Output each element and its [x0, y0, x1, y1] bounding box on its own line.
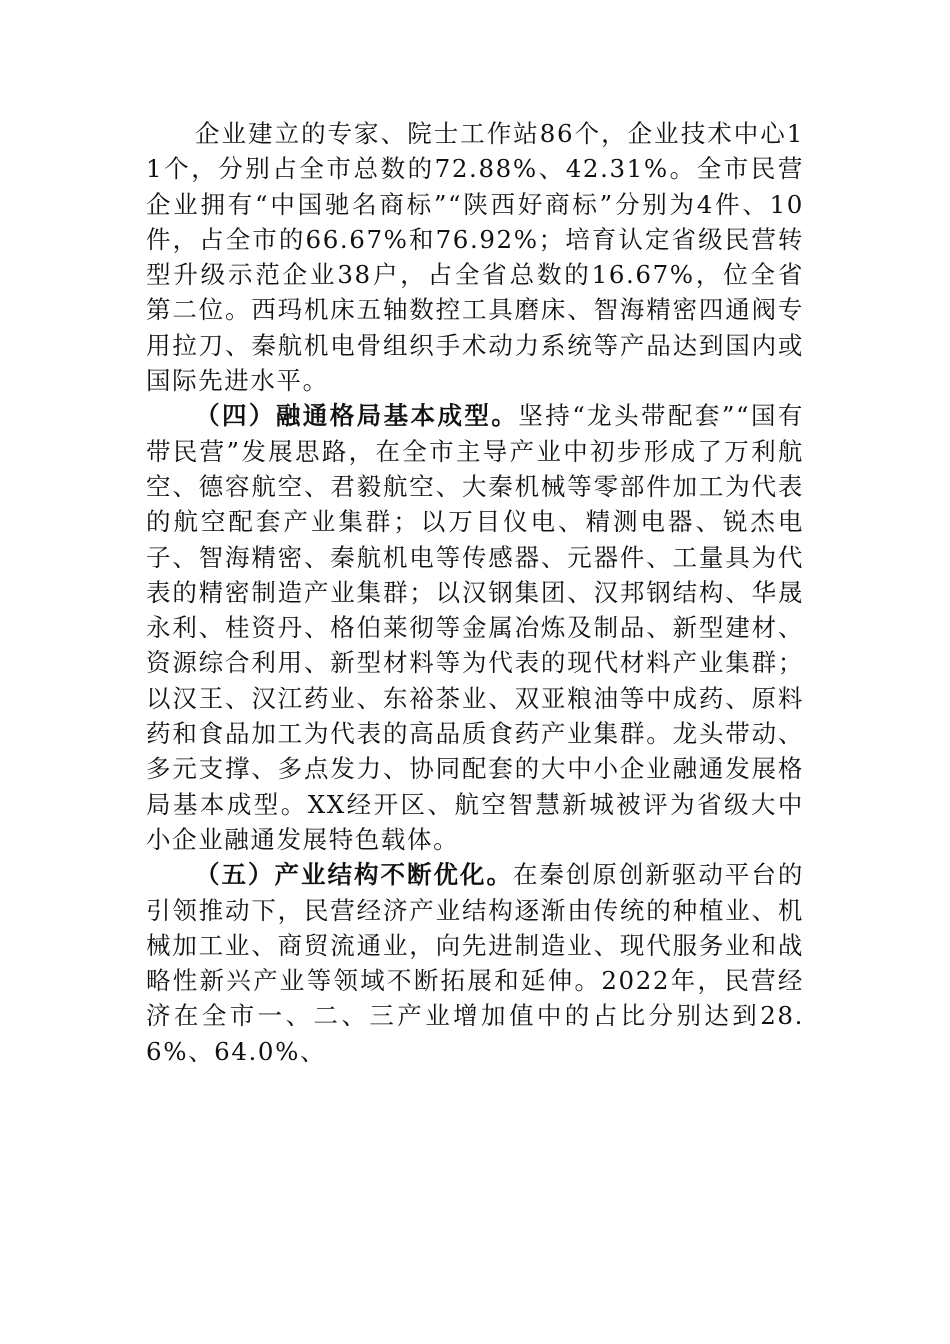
paragraph-text: 企业建立的专家、院士工作站86个，企业技术中心11个，分别占全市总数的72.88%、42.31%。全市民营企业拥有“中国驰名商标”“陕西好商标”分别为4件、10件，占全市的66.67%和76.92%；培育认定省级民营转型升级示范企业38户，占全省总数的16.67%，位全省第二位。西玛机床五轴数控工具磨床、智海精密四通阀专用拉刀、秦航机电骨组织手术动力系统等产品达到国内或国际先进水平。 — [146, 119, 804, 396]
paragraph-text: 坚持“龙头带配套”“国有带民营”发展思路，在全市主导产业中初步形成了万利航空、德容航空、君毅航空、大秦机械等零部件加工为代表的航空配套产业集群；以万目仪电、精测电器、锐杰电子、智海精密、秦航机电等传感器、元器件、工量具为代表的精密制造产业集群；以汉钢集团、汉邦钢结构、华晟永利、桂资丹、格伯莱彻等金属冶炼及制品、新型建材、资源综合利用、新型材料等为代表的现代材料产业集群；以汉王、汉江药业、东裕茶业、双亚粮油等中成药、原料药和食品加工为代表的高品质食药产业集群。龙头带动、多元支撑、多点发力、协同配套的大中小企业融通发展格局基本成型。XX经开区、航空智慧新城被评为省级大中小企业融通发展特色载体。 — [146, 401, 805, 854]
paragraph-integration-pattern — [146, 398, 804, 857]
paragraph-text: 在秦创原创新驱动平台的引领推动下，民营经济产业结构逐渐由传统的种植业、机械加工业、商贸流通业，向先进制造业、现代服务业和战略性新兴产业等领域不断拓展和延伸。2022年，民营经济在全市一、二、三产业增加值中的占比分别达到28.6%、64.0%、 — [146, 860, 804, 1066]
paragraph-talent-brands — [146, 116, 804, 398]
document-body — [146, 116, 804, 1069]
paragraph-heading: （四）融通格局基本成型。 — [195, 401, 519, 431]
paragraph-industrial-structure — [146, 857, 804, 1069]
paragraph-heading: （五）产业结构不断优化。 — [195, 860, 513, 890]
